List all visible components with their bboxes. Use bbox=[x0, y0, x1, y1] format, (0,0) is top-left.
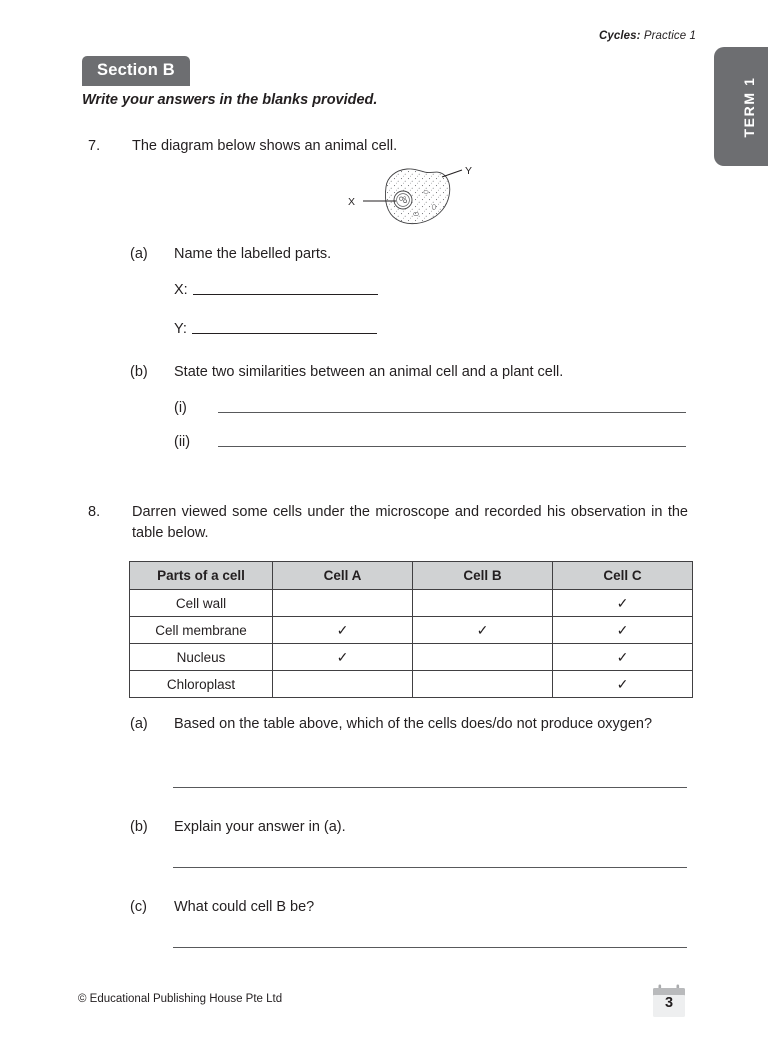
section-badge: Section B bbox=[82, 56, 190, 86]
table-cell-value: ✓ bbox=[553, 644, 693, 671]
answer-blank-ii-label: (ii) bbox=[174, 434, 191, 450]
table-cell-part: Cell membrane bbox=[130, 617, 273, 644]
question-8c bbox=[130, 897, 700, 918]
table-cell-value bbox=[273, 590, 413, 617]
question-7 bbox=[88, 136, 688, 157]
question-8-number: 8. bbox=[88, 504, 101, 520]
question-7a bbox=[130, 244, 690, 265]
answer-line-8c[interactable] bbox=[173, 947, 687, 948]
page-number: 3 bbox=[664, 995, 674, 1011]
copyright-notice: © Educational Publishing House Pte Ltd bbox=[78, 993, 283, 1005]
running-header bbox=[599, 30, 696, 42]
table-cell-value bbox=[413, 590, 553, 617]
question-8a bbox=[130, 714, 700, 735]
table-cell-value: ✓ bbox=[413, 617, 553, 644]
table-cell-value: ✓ bbox=[273, 617, 413, 644]
section-instruction: Write your answers in the blanks provided. bbox=[82, 92, 378, 108]
question-8a-text: Based on the table above, which of the cells does/do not produce oxygen? bbox=[174, 716, 653, 732]
table-row bbox=[130, 644, 693, 671]
question-7a-label: (a) bbox=[130, 246, 148, 262]
question-8b-text: Explain your answer in (a). bbox=[174, 819, 346, 835]
table-cell-value: ✓ bbox=[553, 617, 693, 644]
answer-blank-y[interactable] bbox=[174, 321, 377, 337]
question-8a-label: (a) bbox=[130, 716, 148, 732]
table-header-row bbox=[130, 562, 693, 590]
table-cell-part: Nucleus bbox=[130, 644, 273, 671]
answer-line-8b[interactable] bbox=[173, 867, 687, 868]
running-header-practice: Practice 1 bbox=[640, 30, 696, 42]
answer-blank-x-rule[interactable] bbox=[193, 294, 378, 295]
answer-blank-y-rule[interactable] bbox=[192, 333, 377, 334]
leader-line-y bbox=[442, 170, 462, 177]
question-7b-text: State two similarities between an animal cell and a plant cell. bbox=[174, 364, 564, 380]
table-cell-part: Chloroplast bbox=[130, 671, 273, 698]
running-header-subject: Cycles: bbox=[598, 30, 641, 42]
question-8c-label: (c) bbox=[130, 899, 147, 915]
table-cell-value bbox=[413, 644, 553, 671]
question-8-text: Darren viewed some cells under the microscope and recorded his observation in the table below. bbox=[132, 504, 688, 541]
term-side-tab-label: TERM 1 bbox=[741, 76, 757, 137]
table-cell-value: ✓ bbox=[553, 671, 693, 698]
animal-cell-diagram bbox=[330, 163, 490, 235]
question-7-text: The diagram below shows an animal cell. bbox=[132, 138, 398, 154]
answer-blank-x[interactable] bbox=[174, 282, 378, 298]
question-7a-text: Name the labelled parts. bbox=[174, 246, 332, 262]
answer-blank-i-label: (i) bbox=[174, 400, 187, 416]
table-cell-value bbox=[413, 671, 553, 698]
answer-blank-i-rule[interactable] bbox=[218, 412, 686, 413]
table-cell-value bbox=[273, 671, 413, 698]
answer-line-8a[interactable] bbox=[173, 787, 687, 788]
question-8 bbox=[88, 502, 688, 544]
question-7b-label: (b) bbox=[130, 364, 148, 380]
table-cell-value: ✓ bbox=[273, 644, 413, 671]
observation-table bbox=[129, 561, 693, 698]
table-header-cell-c: Cell C bbox=[553, 562, 693, 590]
answer-blank-ii[interactable] bbox=[174, 434, 689, 450]
question-7b bbox=[130, 362, 700, 383]
table-cell-value: ✓ bbox=[553, 590, 693, 617]
cytoplasm-stipple bbox=[380, 165, 456, 229]
table-header-cell-b: Cell B bbox=[413, 562, 553, 590]
cell-label-y: Y bbox=[465, 165, 473, 177]
table-header-cell-a: Cell A bbox=[273, 562, 413, 590]
table-header-parts: Parts of a cell bbox=[130, 562, 273, 590]
question-8b bbox=[130, 817, 700, 838]
question-7-number: 7. bbox=[88, 138, 101, 154]
term-side-tab bbox=[714, 47, 768, 166]
table-cell-part: Cell wall bbox=[130, 590, 273, 617]
question-8c-text: What could cell B be? bbox=[174, 899, 315, 915]
table-row bbox=[130, 671, 693, 698]
answer-blank-ii-rule[interactable] bbox=[218, 446, 686, 447]
table-row bbox=[130, 590, 693, 617]
page-number-badge bbox=[649, 982, 689, 1022]
cell-label-x: X bbox=[348, 196, 356, 208]
question-8b-label: (b) bbox=[130, 819, 148, 835]
answer-blank-i[interactable] bbox=[174, 400, 689, 416]
answer-blank-y-label: Y: bbox=[174, 321, 187, 337]
table-row bbox=[130, 617, 693, 644]
answer-blank-x-label: X: bbox=[174, 282, 188, 298]
